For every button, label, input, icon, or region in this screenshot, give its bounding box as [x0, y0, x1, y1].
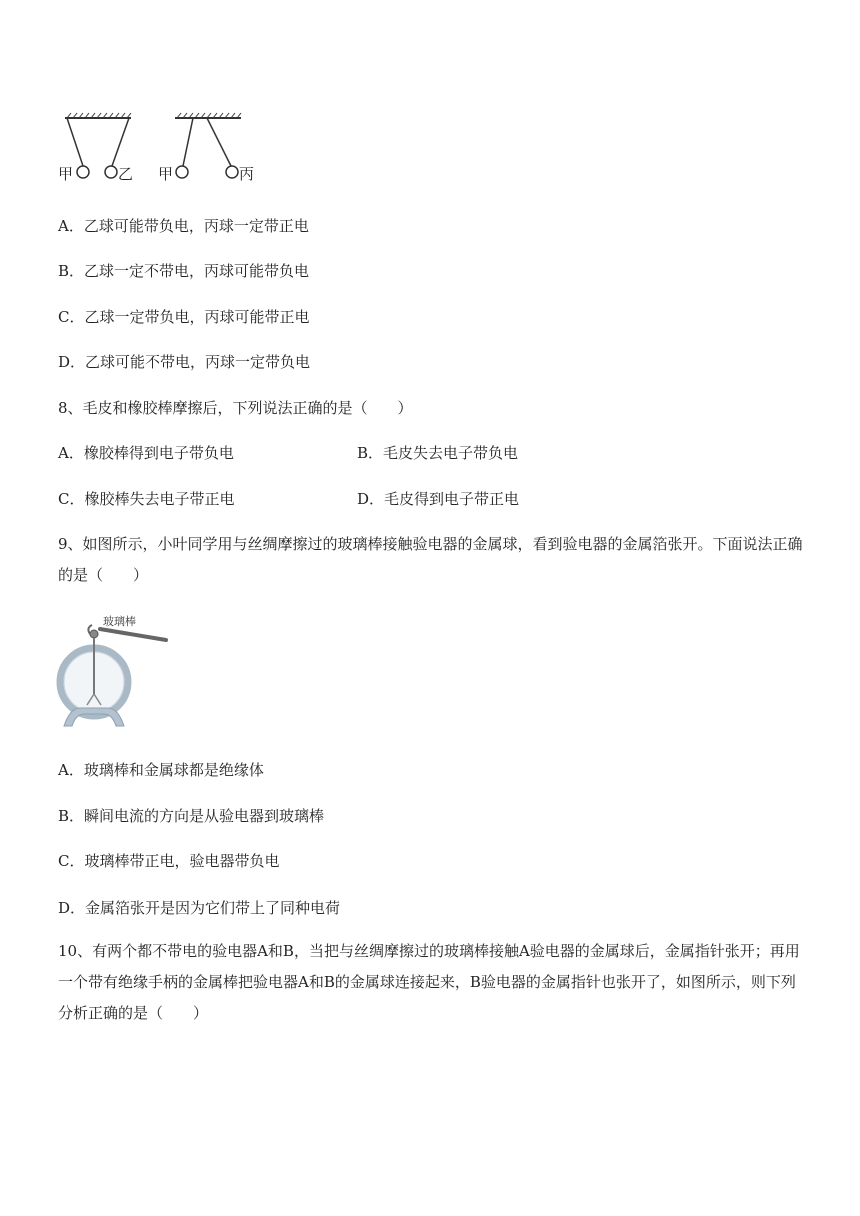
- ball-jia-2: [176, 166, 188, 178]
- label-bing: 丙: [239, 165, 255, 183]
- ball-yi: [105, 166, 117, 178]
- q7-option-d: D．乙球可能不带电，丙球一定带负电: [58, 353, 311, 371]
- q8-option-a: A．橡胶棒得到电子带负电: [58, 444, 234, 462]
- q9-option-c: C．玻璃棒带正电，验电器带负电: [58, 852, 280, 870]
- q9-question: 9、如图所示，小叶同学用与丝绸摩擦过的玻璃棒接触验电器的金属球，看到验电器的金属箔张开。下面说法正确的是（ ）: [58, 535, 803, 584]
- q8-question: 8、毛皮和橡胶棒摩擦后，下列说法正确的是（ ）: [58, 399, 413, 417]
- q9-option-b: B．瞬间电流的方向是从验电器到玻璃棒: [58, 807, 325, 825]
- q8-option-c: C．橡胶棒失去电子带正电: [58, 490, 235, 508]
- glass-rod: [100, 629, 166, 640]
- glass-rod-label: 玻璃棒: [103, 615, 136, 628]
- q9-option-d: D．金属箔张开是因为它们带上了同种电荷: [58, 899, 341, 917]
- q9-option-a: A．玻璃棒和金属球都是绝缘体: [58, 761, 264, 779]
- metal-ball: [90, 630, 98, 638]
- ceiling-left: [65, 113, 131, 118]
- label-jia-1: 甲: [58, 165, 74, 183]
- q10-question: 10、有两个都不带电的验电器A和B，当把与丝绸摩擦过的玻璃棒接触A验电器的金属球后，金属指针张开；再用一个带有绝缘手柄的金属棒把验电器A和B的金属球连接起来，B验电器的金属指针也张开了，如图所示，则下列分析正确的是（ ）: [58, 942, 800, 1022]
- q7-option-c: C．乙球一定带负电，丙球可能带正电: [58, 308, 310, 326]
- ball-jia-1: [77, 166, 89, 178]
- q7-option-b: B．乙球一定不带电，丙球可能带负电: [58, 262, 310, 280]
- figure-electroscope: [56, 612, 171, 730]
- ball-bing: [226, 166, 238, 178]
- ceiling-right: [175, 113, 241, 118]
- q7-option-a: A．乙球可能带负电，丙球一定带正电: [58, 217, 309, 235]
- q8-option-b: B．毛皮失去电子带负电: [357, 444, 519, 462]
- q8-option-d: D．毛皮得到电子带正电: [357, 490, 520, 508]
- label-yi: 乙: [118, 165, 134, 183]
- label-jia-2: 甲: [158, 165, 174, 183]
